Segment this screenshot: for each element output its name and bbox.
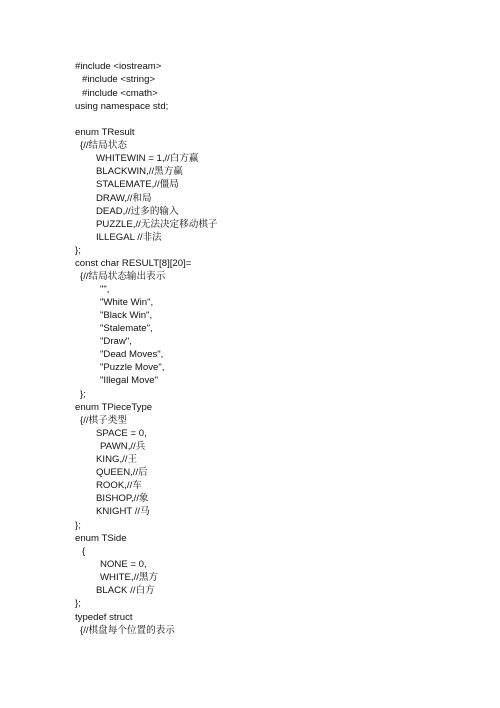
code-line: {//棋子类型 [80, 415, 127, 426]
code-line: using namespace std; [75, 101, 169, 112]
code-line: SPACE = 0, [96, 428, 147, 439]
code-line: KING,//王 [96, 454, 138, 465]
code-line: #include <iostream> [75, 61, 162, 72]
code-line: "Stalemate", [100, 323, 153, 334]
code-line: "White Win", [100, 297, 154, 308]
code-line: { [82, 546, 86, 557]
code-line: "Black Win", [100, 310, 153, 321]
code-line: {//棋盘每个位置的表示 [80, 625, 175, 636]
code-line: WHITEWIN = 1,//白方赢 [96, 153, 199, 164]
code-line: "Puzzle Move", [100, 362, 165, 373]
code-line: BLACK //白方 [96, 585, 155, 596]
code-line: }; [75, 598, 81, 609]
code-line: QUEEN,//后 [96, 467, 148, 478]
code-line: DEAD,//过多的输入 [96, 206, 179, 217]
code-line: {//结局状态 [80, 140, 127, 151]
code-line: STALEMATE,//僵局 [96, 179, 179, 190]
code-line: BISHOP,//象 [96, 493, 149, 504]
code-line: #include <string> [82, 74, 156, 85]
code-line: "", [100, 284, 110, 295]
code-line: KNIGHT //马 [96, 506, 150, 517]
code-line: const char RESULT[8][20]= [75, 258, 192, 269]
code-line: "Draw", [100, 336, 132, 347]
code-line: ROOK,//车 [96, 480, 142, 491]
code-line: "Dead Moves", [100, 349, 164, 360]
code-line: BLACKWIN,//黑方赢 [96, 166, 183, 177]
code-line: typedef struct [75, 612, 133, 623]
code-line: #include <cmath> [82, 88, 158, 99]
code-line: NONE = 0, [100, 559, 147, 570]
code-line: }; [80, 389, 86, 400]
code-line: enum TPieceType [75, 402, 153, 413]
code-line: DRAW,//和局 [96, 193, 152, 204]
code-line: enum TSide [75, 533, 127, 544]
code-line: PUZZLE,//无法决定移动棋子 [96, 219, 218, 230]
code-line: "Illegal Move" [100, 375, 159, 386]
code-line: }; [75, 520, 81, 531]
code-line: PAWN,//兵 [100, 441, 146, 452]
code-line: WHITE,//黑方 [100, 572, 159, 583]
code-line: {//结局状态输出表示 [80, 271, 166, 282]
code-line: }; [75, 245, 81, 256]
code-line: ILLEGAL //非法 [96, 232, 162, 243]
code-line: enum TResult [75, 127, 135, 138]
